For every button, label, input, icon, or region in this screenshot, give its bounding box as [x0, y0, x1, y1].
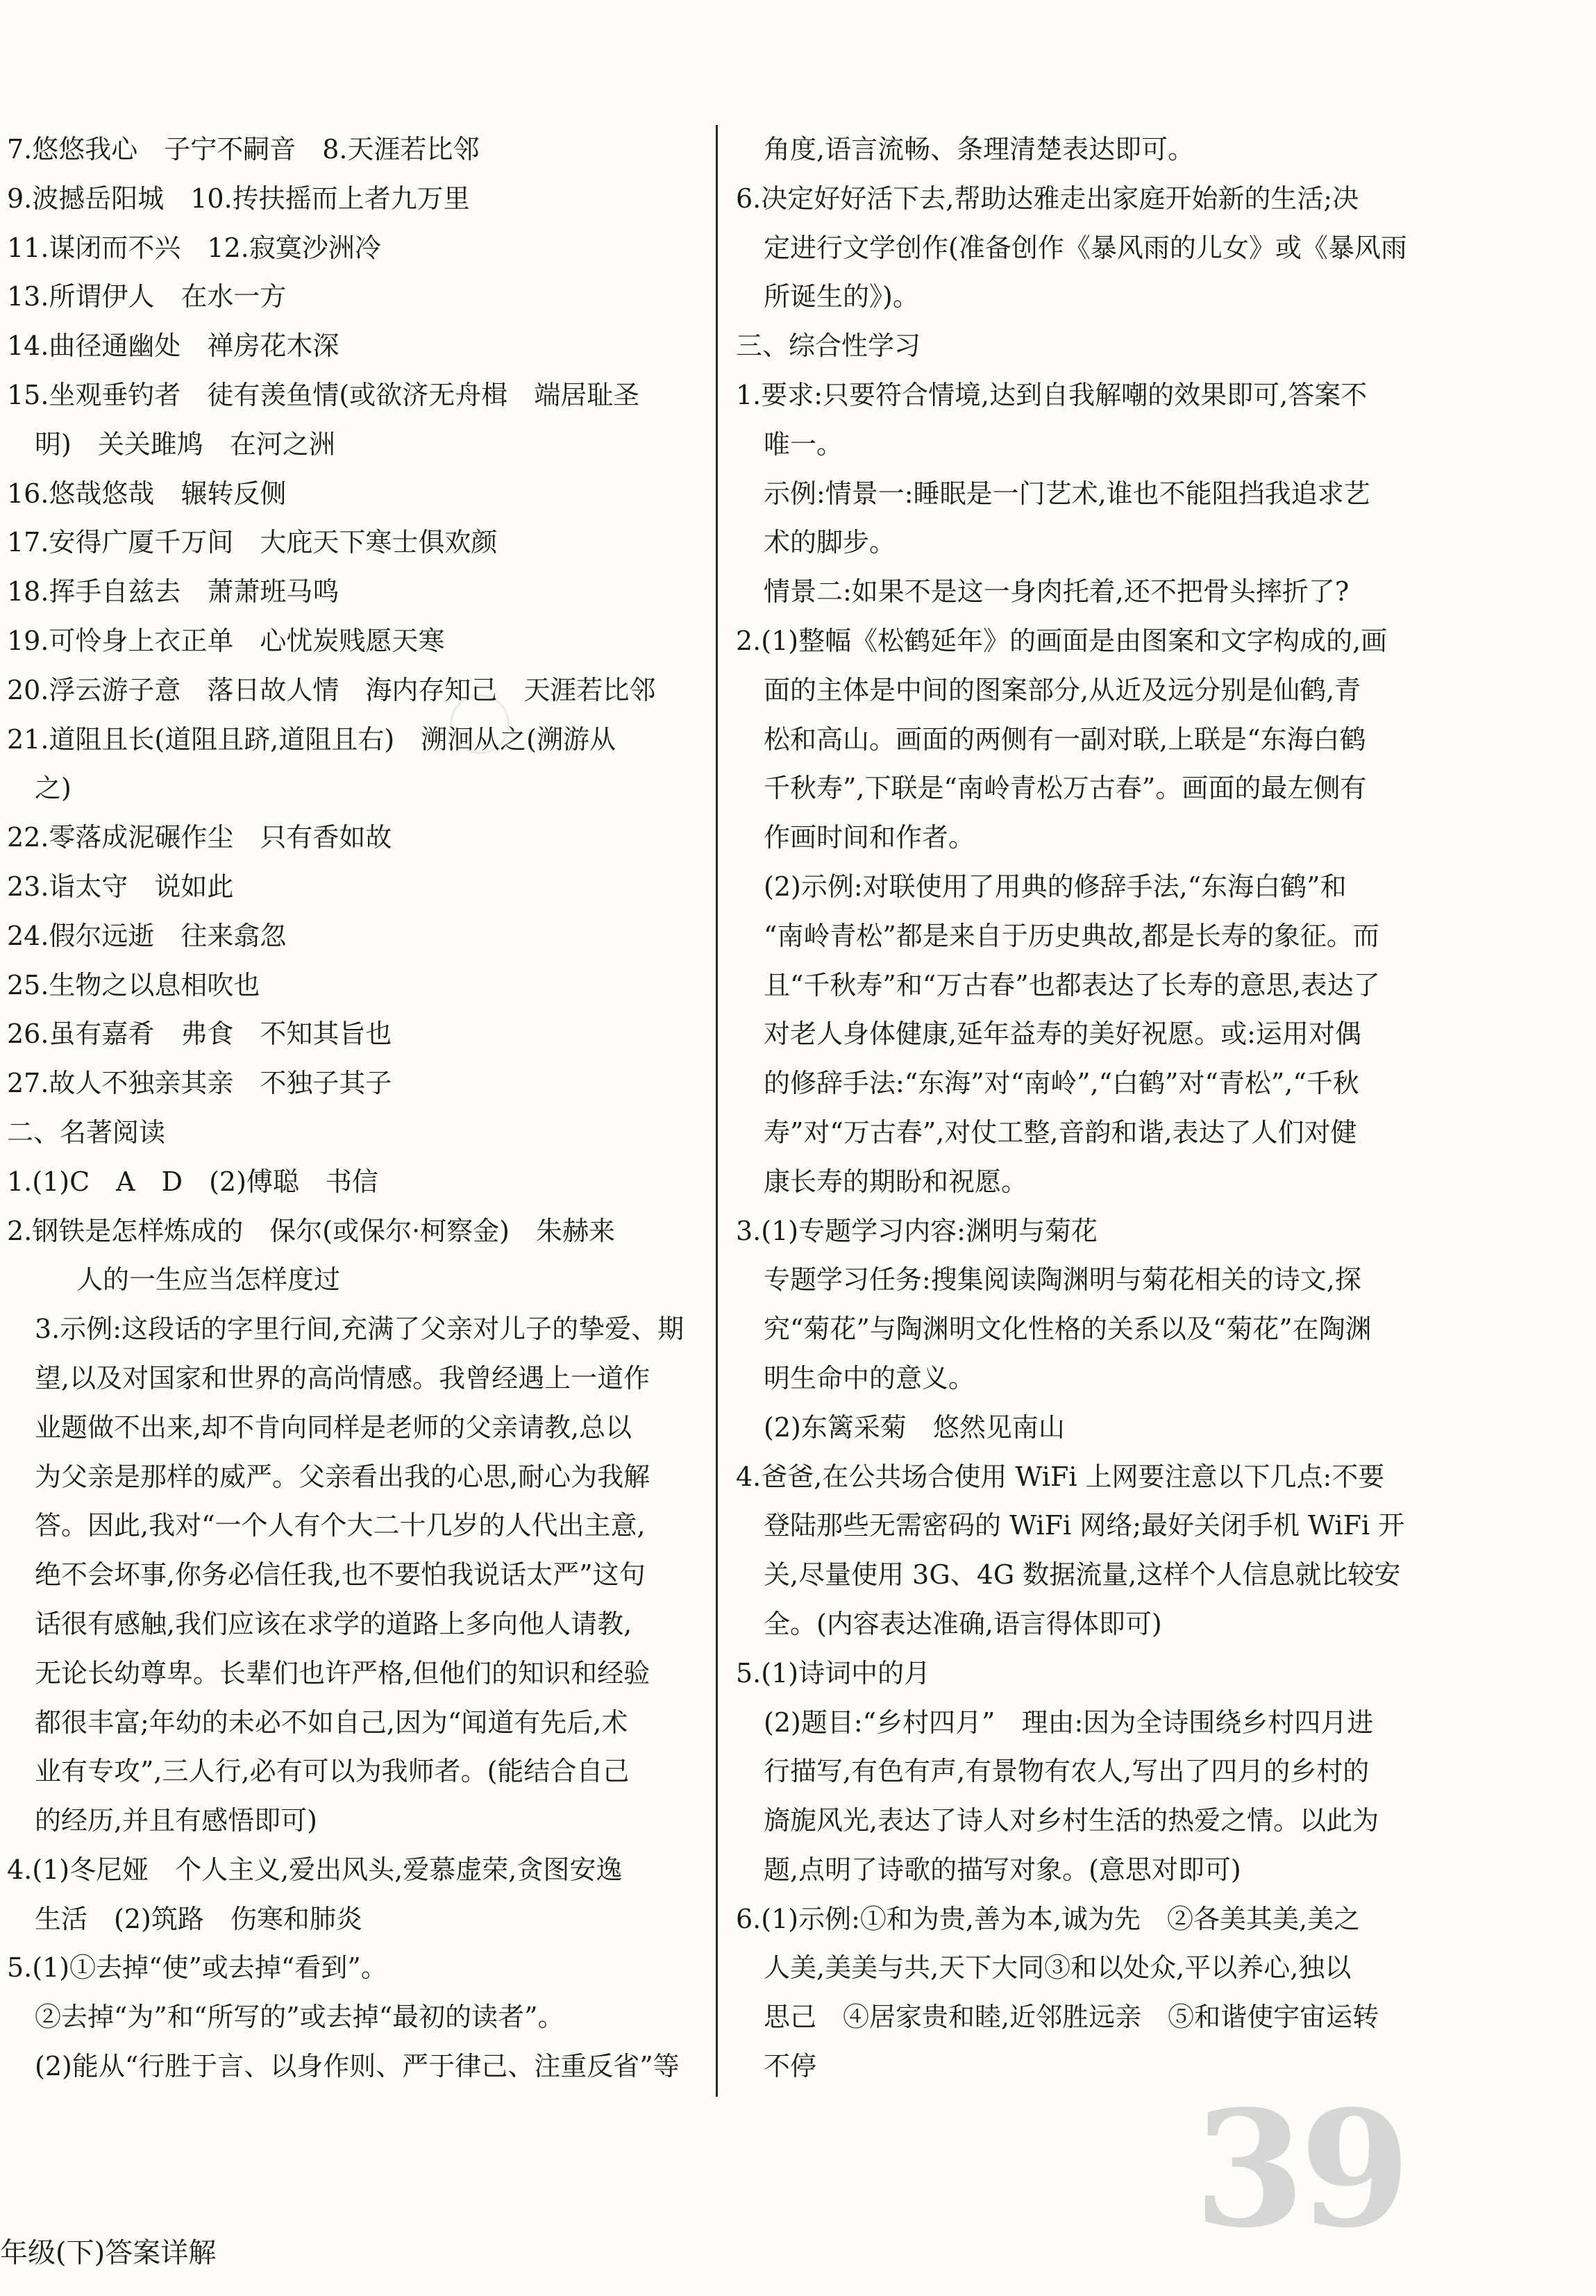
text-line: 17.安得广厦千万间 大庇天下寒士俱欢颜 [7, 527, 498, 558]
text-line: 之) [35, 773, 72, 804]
text-line: 生活 (2)筑路 伤寒和肺炎 [35, 1903, 362, 1934]
text-line: 登陆那些无需密码的 WiFi 网络;最好关闭手机 WiFi 开 [764, 1510, 1405, 1541]
text-line: 为父亲是那样的威严。父亲看出我的心思,耐心为我解 [35, 1461, 650, 1492]
text-line: 4.爸爸,在公共场合使用 WiFi 上网要注意以下几点:不要 [736, 1461, 1385, 1492]
text-line: 康长寿的期盼和祝愿。 [764, 1166, 1028, 1197]
text-line: 角度,语言流畅、条理清楚表达即可。 [764, 134, 1195, 165]
text-line: 的经历,并且有感悟即可) [35, 1805, 317, 1836]
column-divider [716, 125, 718, 2097]
text-line: 业题做不出来,却不肯向同样是老师的父亲请教,总以 [35, 1411, 632, 1443]
text-line: 旖旎风光,表达了诗人对乡村生活的热爱之情。以此为 [764, 1805, 1379, 1836]
text-line: 24.假尔远逝 往来翕忽 [7, 920, 287, 951]
text-line: 松和高山。画面的两侧有一副对联,上联是“东海白鹤 [764, 723, 1366, 755]
text-line: 究“菊花”与陶渊明文化性格的关系以及“菊花”在陶渊 [764, 1314, 1372, 1345]
text-line: 术的脚步。 [764, 527, 896, 558]
text-line: 绝不会坏事,你务必信任我,也不要怕我说话太严”这句 [35, 1559, 646, 1591]
text-line: 22.零落成泥碾作尘 只有香如故 [7, 822, 392, 853]
text-line: 1.要求:只要符合情境,达到自我解嘲的效果即可,答案不 [736, 379, 1368, 410]
text-line: 对老人身体健康,延年益寿的美好祝愿。或:运用对偶 [764, 1019, 1361, 1050]
text-line: 3.示例:这段话的字里行间,充满了父亲对儿子的挚爱、期 [35, 1314, 684, 1345]
text-line: 4.(1)冬尼娅 个人主义,爱出风头,爱慕虚荣,贪图安逸 [7, 1854, 623, 1885]
text-line: 21.道阻且长(道阻且跻,道阻且右) 溯洄从之(溯游从 [7, 723, 616, 755]
text-line: ②去掉“为”和“所写的”或去掉“最初的读者”。 [35, 2002, 564, 2033]
text-line: (2)示例:对联使用了用典的修辞手法,“东海白鹤”和 [764, 871, 1347, 902]
text-line: 且“千秋寿”和“万古春”也都表达了长寿的意思,表达了 [764, 969, 1380, 1000]
text-line: 二、名著阅读 [7, 1116, 166, 1148]
text-line: 千秋寿”,下联是“南岭青松万古春”。画面的最左侧有 [764, 773, 1367, 804]
text-line: 唯一。 [764, 428, 843, 460]
text-line: 望,以及对国家和世界的高尚情感。我曾经遇上一道作 [35, 1362, 650, 1393]
text-line: 15.坐观垂钓者 徒有羡鱼情(或欲济无舟楫 端居耻圣 [7, 379, 640, 410]
text-line: 面的主体是中间的图案部分,从近及远分别是仙鹤,青 [764, 674, 1361, 705]
text-line: 题,点明了诗歌的描写对象。(意思对即可) [764, 1854, 1241, 1885]
text-line: 6.决定好好活下去,帮助达雅走出家庭开始新的生活;决 [736, 183, 1359, 214]
text-line: 2.(1)整幅《松鹤延年》的画面是由图案和文字构成的,画 [736, 625, 1388, 656]
text-line: 明) 关关雎鸠 在河之洲 [35, 428, 335, 460]
text-line: (2)能从“行胜于言、以身作则、严于律己、注重反省”等 [35, 2051, 680, 2082]
text-line: 都很丰富;年幼的未必不如自己,因为“闻道有先后,术 [35, 1707, 628, 1738]
text-line: 作画时间和作者。 [764, 822, 975, 853]
text-line: 业有专攻”,三人行,必有可以为我师者。(能结合自己 [35, 1756, 630, 1787]
text-line: 人的一生应当怎样度过 [76, 1264, 341, 1296]
text-line: 思己 ④居家贵和睦,近邻胜远亲 ⑤和谐使宇宙运转 [764, 2002, 1379, 2033]
text-line: 行描写,有色有声,有景物有农人,写出了四月的乡村的 [764, 1756, 1370, 1787]
text-line: 18.挥手自兹去 萧萧班马鸣 [7, 576, 339, 607]
text-line: 26.虽有嘉肴 弗食 不知其旨也 [7, 1019, 392, 1050]
text-line: 的修辞手法:“东海”对“南岭”,“白鹤”对“青松”,“千秋 [764, 1068, 1359, 1099]
text-line: 2.钢铁是怎样炼成的 保尔(或保尔·柯察金) 朱赫来 [7, 1215, 615, 1246]
text-line: 寿”对“万古春”,对仗工整,音韵和谐,表达了人们对健 [764, 1116, 1357, 1148]
text-line: 3.(1)专题学习内容:渊明与菊花 [736, 1215, 1098, 1246]
text-line: 11.谋闭而不兴 12.寂寞沙洲冷 [7, 232, 381, 263]
text-line: 19.可怜身上衣正单 心忧炭贱愿天寒 [7, 625, 445, 656]
text-line: 6.(1)示例:①和为贵,善为本,诚为先 ②各美其美,美之 [736, 1903, 1361, 1934]
text-line: 三、综合性学习 [736, 330, 921, 362]
text-line: 无论长幼尊卑。长辈们也许严格,但他们的知识和经验 [35, 1657, 650, 1689]
text-line: 1.(1)C A D (2)傅聪 书信 [7, 1166, 378, 1197]
text-line: 14.曲径通幽处 禅房花木深 [7, 330, 339, 362]
text-line: 所诞生的》)。 [764, 281, 919, 312]
text-line: 示例:情景一:睡眠是一门艺术,谁也不能阻挡我追求艺 [764, 478, 1370, 509]
text-line: 5.(1)诗词中的月 [736, 1657, 931, 1689]
text-line: 不停 [764, 2051, 817, 2082]
text-line: 答。因此,我对“一个人有个大二十几岁的人代出主意, [35, 1510, 646, 1541]
page-number: 39 [1194, 2076, 1406, 2263]
text-line: (2)东篱采菊 悠然见南山 [764, 1411, 1065, 1443]
text-line: “南岭青松”都是来自于历史典故,都是长寿的象征。而 [764, 920, 1379, 951]
text-line: 情景二:如果不是这一身肉托着,还不把骨头摔折了? [764, 576, 1350, 607]
text-line: (2)题目:“乡村四月” 理由:因为全诗围绕乡村四月进 [764, 1707, 1374, 1738]
text-line: 关,尽量使用 3G、4G 数据流量,这样个人信息就比较安 [764, 1559, 1401, 1591]
left-column [7, 125, 708, 2091]
footer-title: 年级(下)答案详解 [0, 2237, 217, 2269]
text-line: 全。(内容表达准确,语言得体即可) [764, 1608, 1162, 1639]
text-line: 7.悠悠我心 子宁不嗣音 8.天涯若比邻 [7, 134, 480, 165]
text-line: 明生命中的意义。 [764, 1362, 975, 1393]
text-line: 25.生物之以息相吹也 [7, 969, 260, 1000]
text-line: 话很有感触,我们应该在求学的道路上多向他人请教, [35, 1608, 632, 1639]
text-line: 定进行文学创作(准备创作《暴风雨的儿女》或《暴风雨 [764, 232, 1407, 263]
text-line: 16.悠哉悠哉 辗转反侧 [7, 478, 287, 509]
text-line: 27.故人不独亲其亲 不独子其子 [7, 1068, 392, 1099]
text-line: 5.(1)①去掉“使”或去掉“看到”。 [7, 1952, 387, 1984]
text-line: 9.波撼岳阳城 10.抟扶摇而上者九万里 [7, 183, 470, 214]
right-column [736, 125, 1437, 2091]
text-line: 20.浮云游子意 落日故人情 海内存知己 天涯若比邻 [7, 674, 656, 705]
text-line: 13.所谓伊人 在水一方 [7, 281, 287, 312]
text-line: 23.诣太守 说如此 [7, 871, 234, 902]
text-line: 人美,美美与共,天下大同③和以处众,平以养心,独以 [764, 1952, 1352, 1984]
text-line: 专题学习任务:搜集阅读陶渊明与菊花相关的诗文,探 [764, 1264, 1361, 1296]
